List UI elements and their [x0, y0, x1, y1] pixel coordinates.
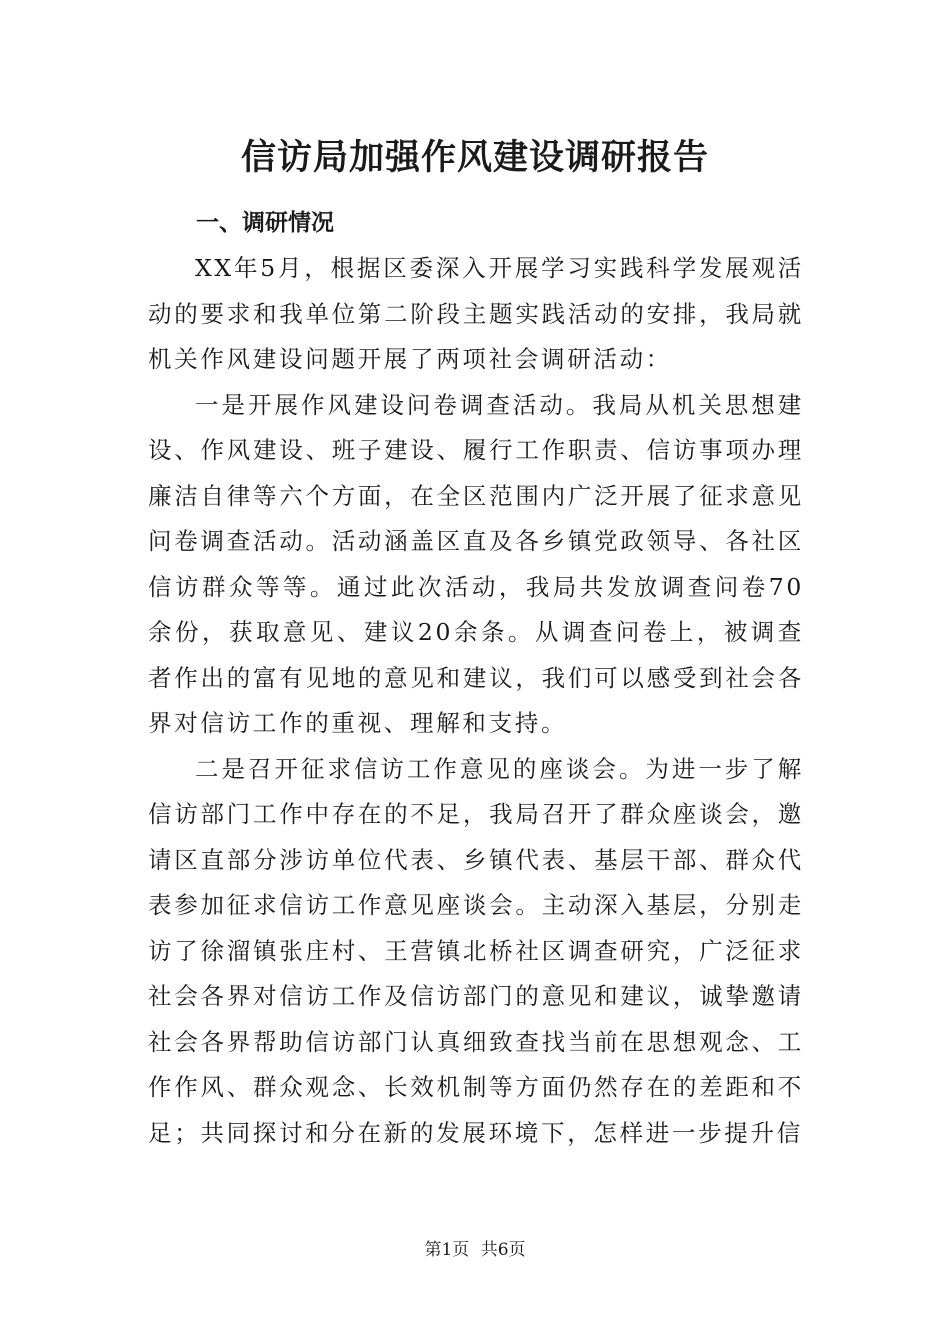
- section-heading: 一、调研情况: [196, 209, 334, 236]
- paragraph: 二是召开征求信访工作意见的座谈会。为进一步了解信访部门工作中存在的不足，我局召开了群众座谈会，邀请区直部分涉访单位代表、乡镇代表、基层干部、群众代表参加征求信访工作意见座谈会。主动深入基层，分别走访了徐溜镇张庄村、王营镇北桥社区调查研究，广泛征求社会各界对信访工作及信访部门的意见和建议，诚挚邀请社会各界帮助信访部门认真细致查找当前在思想观念、工作作风、群众观念、长效机制等方面仍然存在的差距和不足；共同探讨和分在新的发展环境下，怎样进一步提升信: [148, 754, 804, 1147]
- document-title: 信访局加强作风建设调研报告: [240, 137, 709, 178]
- page-footer: [0, 1238, 950, 1262]
- paragraph: 一是开展作风建设问卷调查活动。我局从机关思想建设、作风建设、班子建设、履行工作职责、信访事项办理廉洁自律等六个方面，在全区范围内广泛开展了征求意见问卷调查活动。活动涵盖区直及各乡镇党政领导、各社区信访群众等等。通过此次活动，我局共发放调查问卷70余份，获取意见、建议20余条。从调查问卷上，被调查者作出的富有见地的意见和建议，我们可以感受到社会各界对信访工作的重视、理解和支持。: [148, 390, 804, 737]
- document-body: [148, 246, 804, 1156]
- page-number: 第1页: [424, 1240, 470, 1260]
- page-count: 共6页: [480, 1240, 526, 1260]
- paragraph: XX年5月，根据区委深入开展学习实践科学发展观活动的要求和我单位第二阶段主题实践活动的安排，我局就机关作风建设问题开展了两项社会调研活动：: [148, 254, 804, 373]
